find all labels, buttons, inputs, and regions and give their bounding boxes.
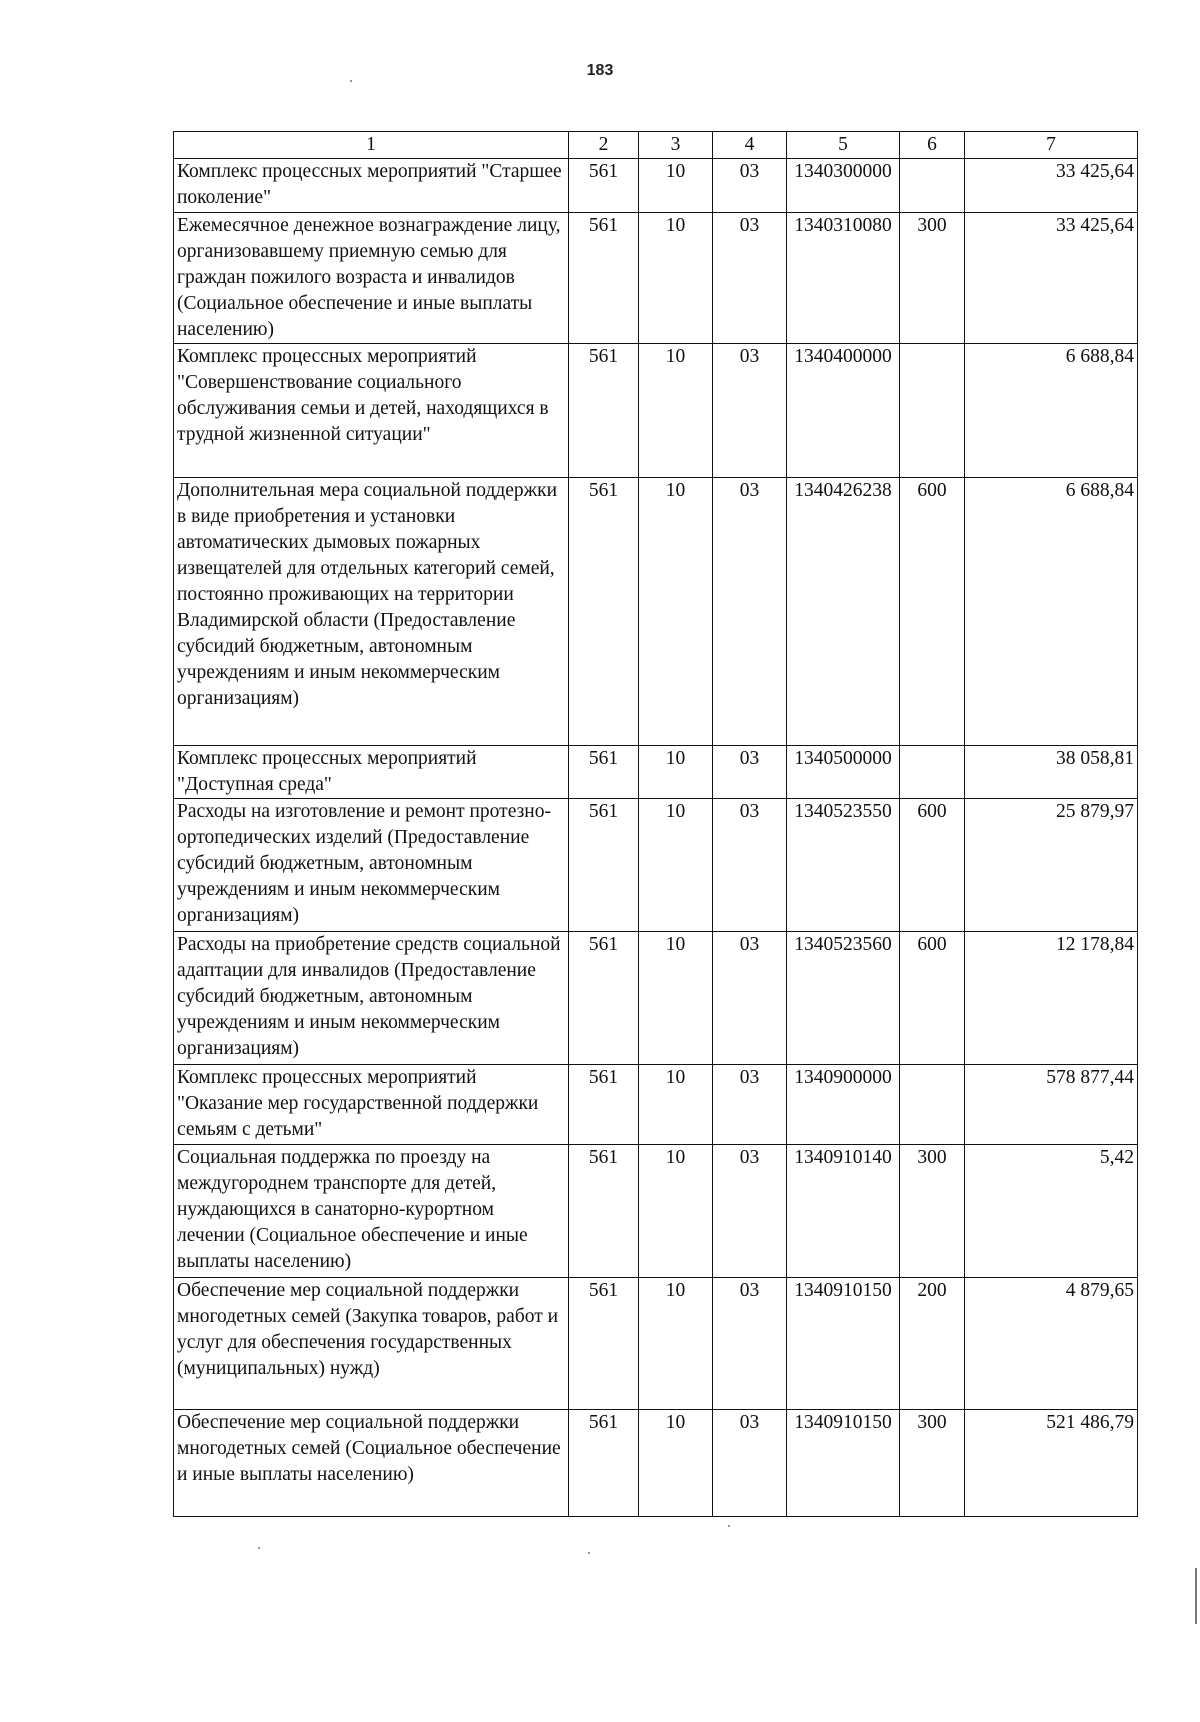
table-row xyxy=(174,1065,1138,1145)
table-header xyxy=(174,132,1138,159)
row-ministry-code: 561 xyxy=(569,746,639,799)
table-row xyxy=(174,1145,1138,1278)
row-name: Обеспечение мер социальной поддержки многодетных семей (Социальное обеспечение и иные выплаты населению) xyxy=(174,1410,569,1517)
row-amount: 33 425,64 xyxy=(965,159,1138,213)
row-subsection-code: 03 xyxy=(713,746,787,799)
row-ministry-code: 561 xyxy=(569,213,639,344)
row-ministry-code: 561 xyxy=(569,932,639,1065)
row-target-code: 1340910140 xyxy=(787,1145,900,1278)
row-expense-type: 600 xyxy=(900,799,965,932)
row-subsection-code: 03 xyxy=(713,1278,787,1410)
scan-artifact xyxy=(350,80,352,82)
row-name: Комплекс процессных мероприятий "Доступная среда" xyxy=(174,746,569,799)
row-expense-type xyxy=(900,159,965,213)
row-name: Комплекс процессных мероприятий "Оказание мер государственной поддержки семьям с детьми" xyxy=(174,1065,569,1145)
table-row xyxy=(174,799,1138,932)
row-target-code: 1340910150 xyxy=(787,1278,900,1410)
header-col-7: 7 xyxy=(965,132,1138,159)
row-expense-type xyxy=(900,344,965,478)
row-expense-type: 300 xyxy=(900,213,965,344)
row-section-code: 10 xyxy=(639,746,713,799)
header-col-1: 1 xyxy=(174,132,569,159)
row-section-code: 10 xyxy=(639,1278,713,1410)
row-ministry-code: 561 xyxy=(569,478,639,746)
table-row xyxy=(174,159,1138,213)
row-expense-type: 300 xyxy=(900,1410,965,1517)
row-target-code: 1340523560 xyxy=(787,932,900,1065)
row-section-code: 10 xyxy=(639,478,713,746)
row-target-code: 1340310080 xyxy=(787,213,900,344)
header-col-5: 5 xyxy=(787,132,900,159)
row-amount: 6 688,84 xyxy=(965,344,1138,478)
row-target-code: 1340900000 xyxy=(787,1065,900,1145)
row-amount: 4 879,65 xyxy=(965,1278,1138,1410)
row-expense-type: 600 xyxy=(900,478,965,746)
row-amount: 6 688,84 xyxy=(965,478,1138,746)
row-name: Ежемесячное денежное вознаграждение лицу, организовавшему приемную семью для граждан пожилого возраста и инвалидов (Социальное обеспечение и иные выплаты населению) xyxy=(174,213,569,344)
header-col-6: 6 xyxy=(900,132,965,159)
row-ministry-code: 561 xyxy=(569,1065,639,1145)
budget-table xyxy=(173,131,1138,1517)
row-subsection-code: 03 xyxy=(713,1065,787,1145)
row-subsection-code: 03 xyxy=(713,159,787,213)
scan-artifact xyxy=(1195,1568,1197,1624)
header-row xyxy=(174,132,1138,159)
row-name: Комплекс процессных мероприятий "Совершенствование социального обслуживания семьи и детей, находящихся в трудной жизненной ситуации" xyxy=(174,344,569,478)
row-subsection-code: 03 xyxy=(713,478,787,746)
row-amount: 12 178,84 xyxy=(965,932,1138,1065)
table-row xyxy=(174,932,1138,1065)
row-name: Дополнительная мера социальной поддержки в виде приобретения и установки автоматических дымовых пожарных извещателей для отдельных категорий семей, постоянно проживающих на территории Владимирской области (Предоставление субсидий бюджетным, автономным учреждениям и иным некоммерческим организациям) xyxy=(174,478,569,746)
row-ministry-code: 561 xyxy=(569,1145,639,1278)
row-section-code: 10 xyxy=(639,799,713,932)
row-subsection-code: 03 xyxy=(713,932,787,1065)
row-ministry-code: 561 xyxy=(569,344,639,478)
row-name: Обеспечение мер социальной поддержки многодетных семей (Закупка товаров, работ и услуг для обеспечения государственных (муниципальных) нужд) xyxy=(174,1278,569,1410)
table-body xyxy=(174,159,1138,1517)
header-col-2: 2 xyxy=(569,132,639,159)
page-number: 183 xyxy=(586,62,614,79)
row-ministry-code: 561 xyxy=(569,799,639,932)
scan-artifact xyxy=(258,1547,260,1549)
row-section-code: 10 xyxy=(639,1410,713,1517)
table-row xyxy=(174,1410,1138,1517)
row-target-code: 1340300000 xyxy=(787,159,900,213)
row-section-code: 10 xyxy=(639,344,713,478)
row-subsection-code: 03 xyxy=(713,799,787,932)
row-target-code: 1340523550 xyxy=(787,799,900,932)
row-amount: 33 425,64 xyxy=(965,213,1138,344)
table-row xyxy=(174,746,1138,799)
row-expense-type: 300 xyxy=(900,1145,965,1278)
row-amount: 521 486,79 xyxy=(965,1410,1138,1517)
row-expense-type: 200 xyxy=(900,1278,965,1410)
header-col-4: 4 xyxy=(713,132,787,159)
row-section-code: 10 xyxy=(639,159,713,213)
row-subsection-code: 03 xyxy=(713,213,787,344)
row-subsection-code: 03 xyxy=(713,1410,787,1517)
table-row xyxy=(174,478,1138,746)
row-name: Расходы на изготовление и ремонт протезно-ортопедических изделий (Предоставление субсидий бюджетным, автономным учреждениям и иным некоммерческим организациям) xyxy=(174,799,569,932)
row-amount: 25 879,97 xyxy=(965,799,1138,932)
row-ministry-code: 561 xyxy=(569,1278,639,1410)
row-expense-type: 600 xyxy=(900,932,965,1065)
row-target-code: 1340500000 xyxy=(787,746,900,799)
row-target-code: 1340426238 xyxy=(787,478,900,746)
row-subsection-code: 03 xyxy=(713,344,787,478)
table-row xyxy=(174,1278,1138,1410)
header-col-3: 3 xyxy=(639,132,713,159)
row-expense-type xyxy=(900,746,965,799)
row-ministry-code: 561 xyxy=(569,1410,639,1517)
row-ministry-code: 561 xyxy=(569,159,639,213)
row-section-code: 10 xyxy=(639,1145,713,1278)
row-section-code: 10 xyxy=(639,1065,713,1145)
row-name: Социальная поддержка по проезду на междугороднем транспорте для детей, нуждающихся в санаторно-курортном лечении (Социальное обеспечение и иные выплаты населению) xyxy=(174,1145,569,1278)
row-target-code: 1340400000 xyxy=(787,344,900,478)
row-name: Расходы на приобретение средств социальной адаптации для инвалидов (Предоставление субсидий бюджетным, автономным учреждениям и иным некоммерческим организациям) xyxy=(174,932,569,1065)
row-target-code: 1340910150 xyxy=(787,1410,900,1517)
row-section-code: 10 xyxy=(639,932,713,1065)
scan-artifact xyxy=(728,1525,730,1527)
table-row xyxy=(174,213,1138,344)
row-section-code: 10 xyxy=(639,213,713,344)
row-subsection-code: 03 xyxy=(713,1145,787,1278)
row-amount: 5,42 xyxy=(965,1145,1138,1278)
scan-artifact xyxy=(588,1552,590,1554)
row-name: Комплекс процессных мероприятий "Старшее поколение" xyxy=(174,159,569,213)
row-amount: 578 877,44 xyxy=(965,1065,1138,1145)
row-amount: 38 058,81 xyxy=(965,746,1138,799)
row-expense-type xyxy=(900,1065,965,1145)
table-row xyxy=(174,344,1138,478)
